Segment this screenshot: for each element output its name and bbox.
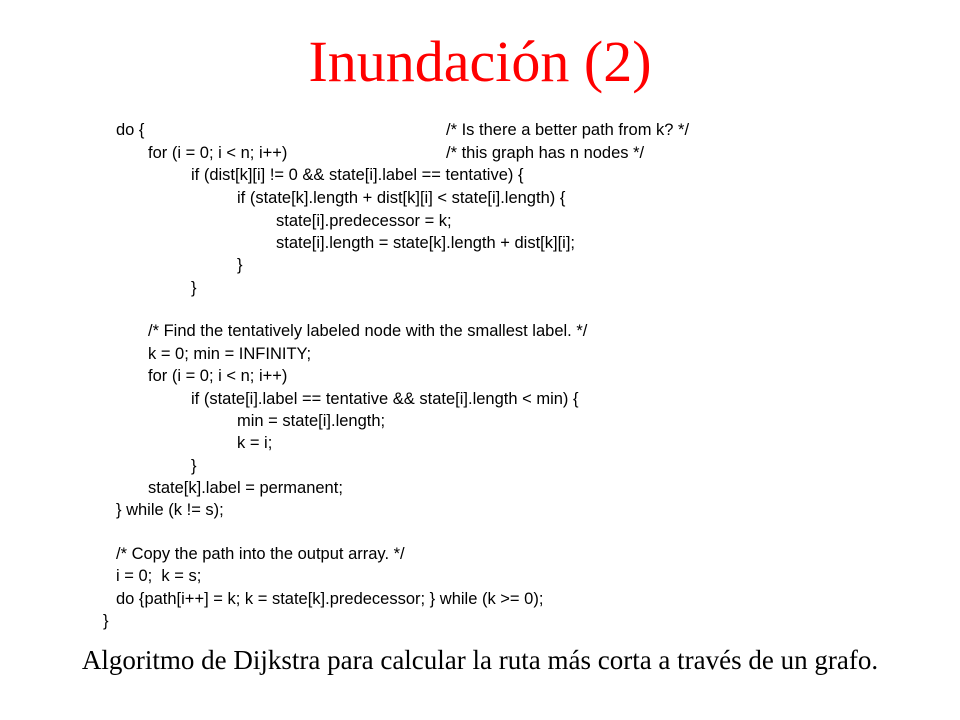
code-line: } <box>237 256 243 274</box>
code-comment: /* this graph has n nodes */ <box>446 144 645 162</box>
code-line: state[i].length = state[k].length + dist[k][i]; <box>276 234 575 252</box>
code-line: if (dist[k][i] != 0 && state[i].label == tentative) { <box>191 166 524 184</box>
code-line: if (state[k].length + dist[k][i] < state[i].length) { <box>237 189 566 207</box>
code-comment: /* Find the tentatively labeled node with the smallest label. */ <box>148 322 588 340</box>
code-line: i = 0; k = s; <box>116 567 202 585</box>
code-line: } <box>103 612 109 630</box>
code-line: k = i; <box>237 434 273 452</box>
slide-title: Inundación (2) <box>308 29 652 94</box>
code-line: if (state[i].label == tentative && state[i].length < min) { <box>191 390 579 408</box>
code-line: } <box>191 279 197 297</box>
code-line: } <box>191 457 197 475</box>
code-line: } while (k != s); <box>116 501 224 519</box>
code-line: state[k].label = permanent; <box>148 479 343 497</box>
code-line: min = state[i].length; <box>237 412 386 430</box>
code-comment: /* Is there a better path from k? */ <box>446 121 690 139</box>
code-line: do {path[i++] = k; k = state[k].predecessor; } while (k >= 0); <box>116 590 544 608</box>
code-line: state[i].predecessor = k; <box>276 212 452 230</box>
slide-caption: Algoritmo de Dijkstra para calcular la ruta más corta a través de un grafo. <box>81 645 879 675</box>
code-line: for (i = 0; i < n; i++) <box>148 144 288 162</box>
code-line: do { <box>116 121 145 139</box>
code-comment: /* Copy the path into the output array. */ <box>116 545 405 563</box>
code-line: k = 0; min = INFINITY; <box>148 345 312 363</box>
code-line: for (i = 0; i < n; i++) <box>148 367 288 385</box>
